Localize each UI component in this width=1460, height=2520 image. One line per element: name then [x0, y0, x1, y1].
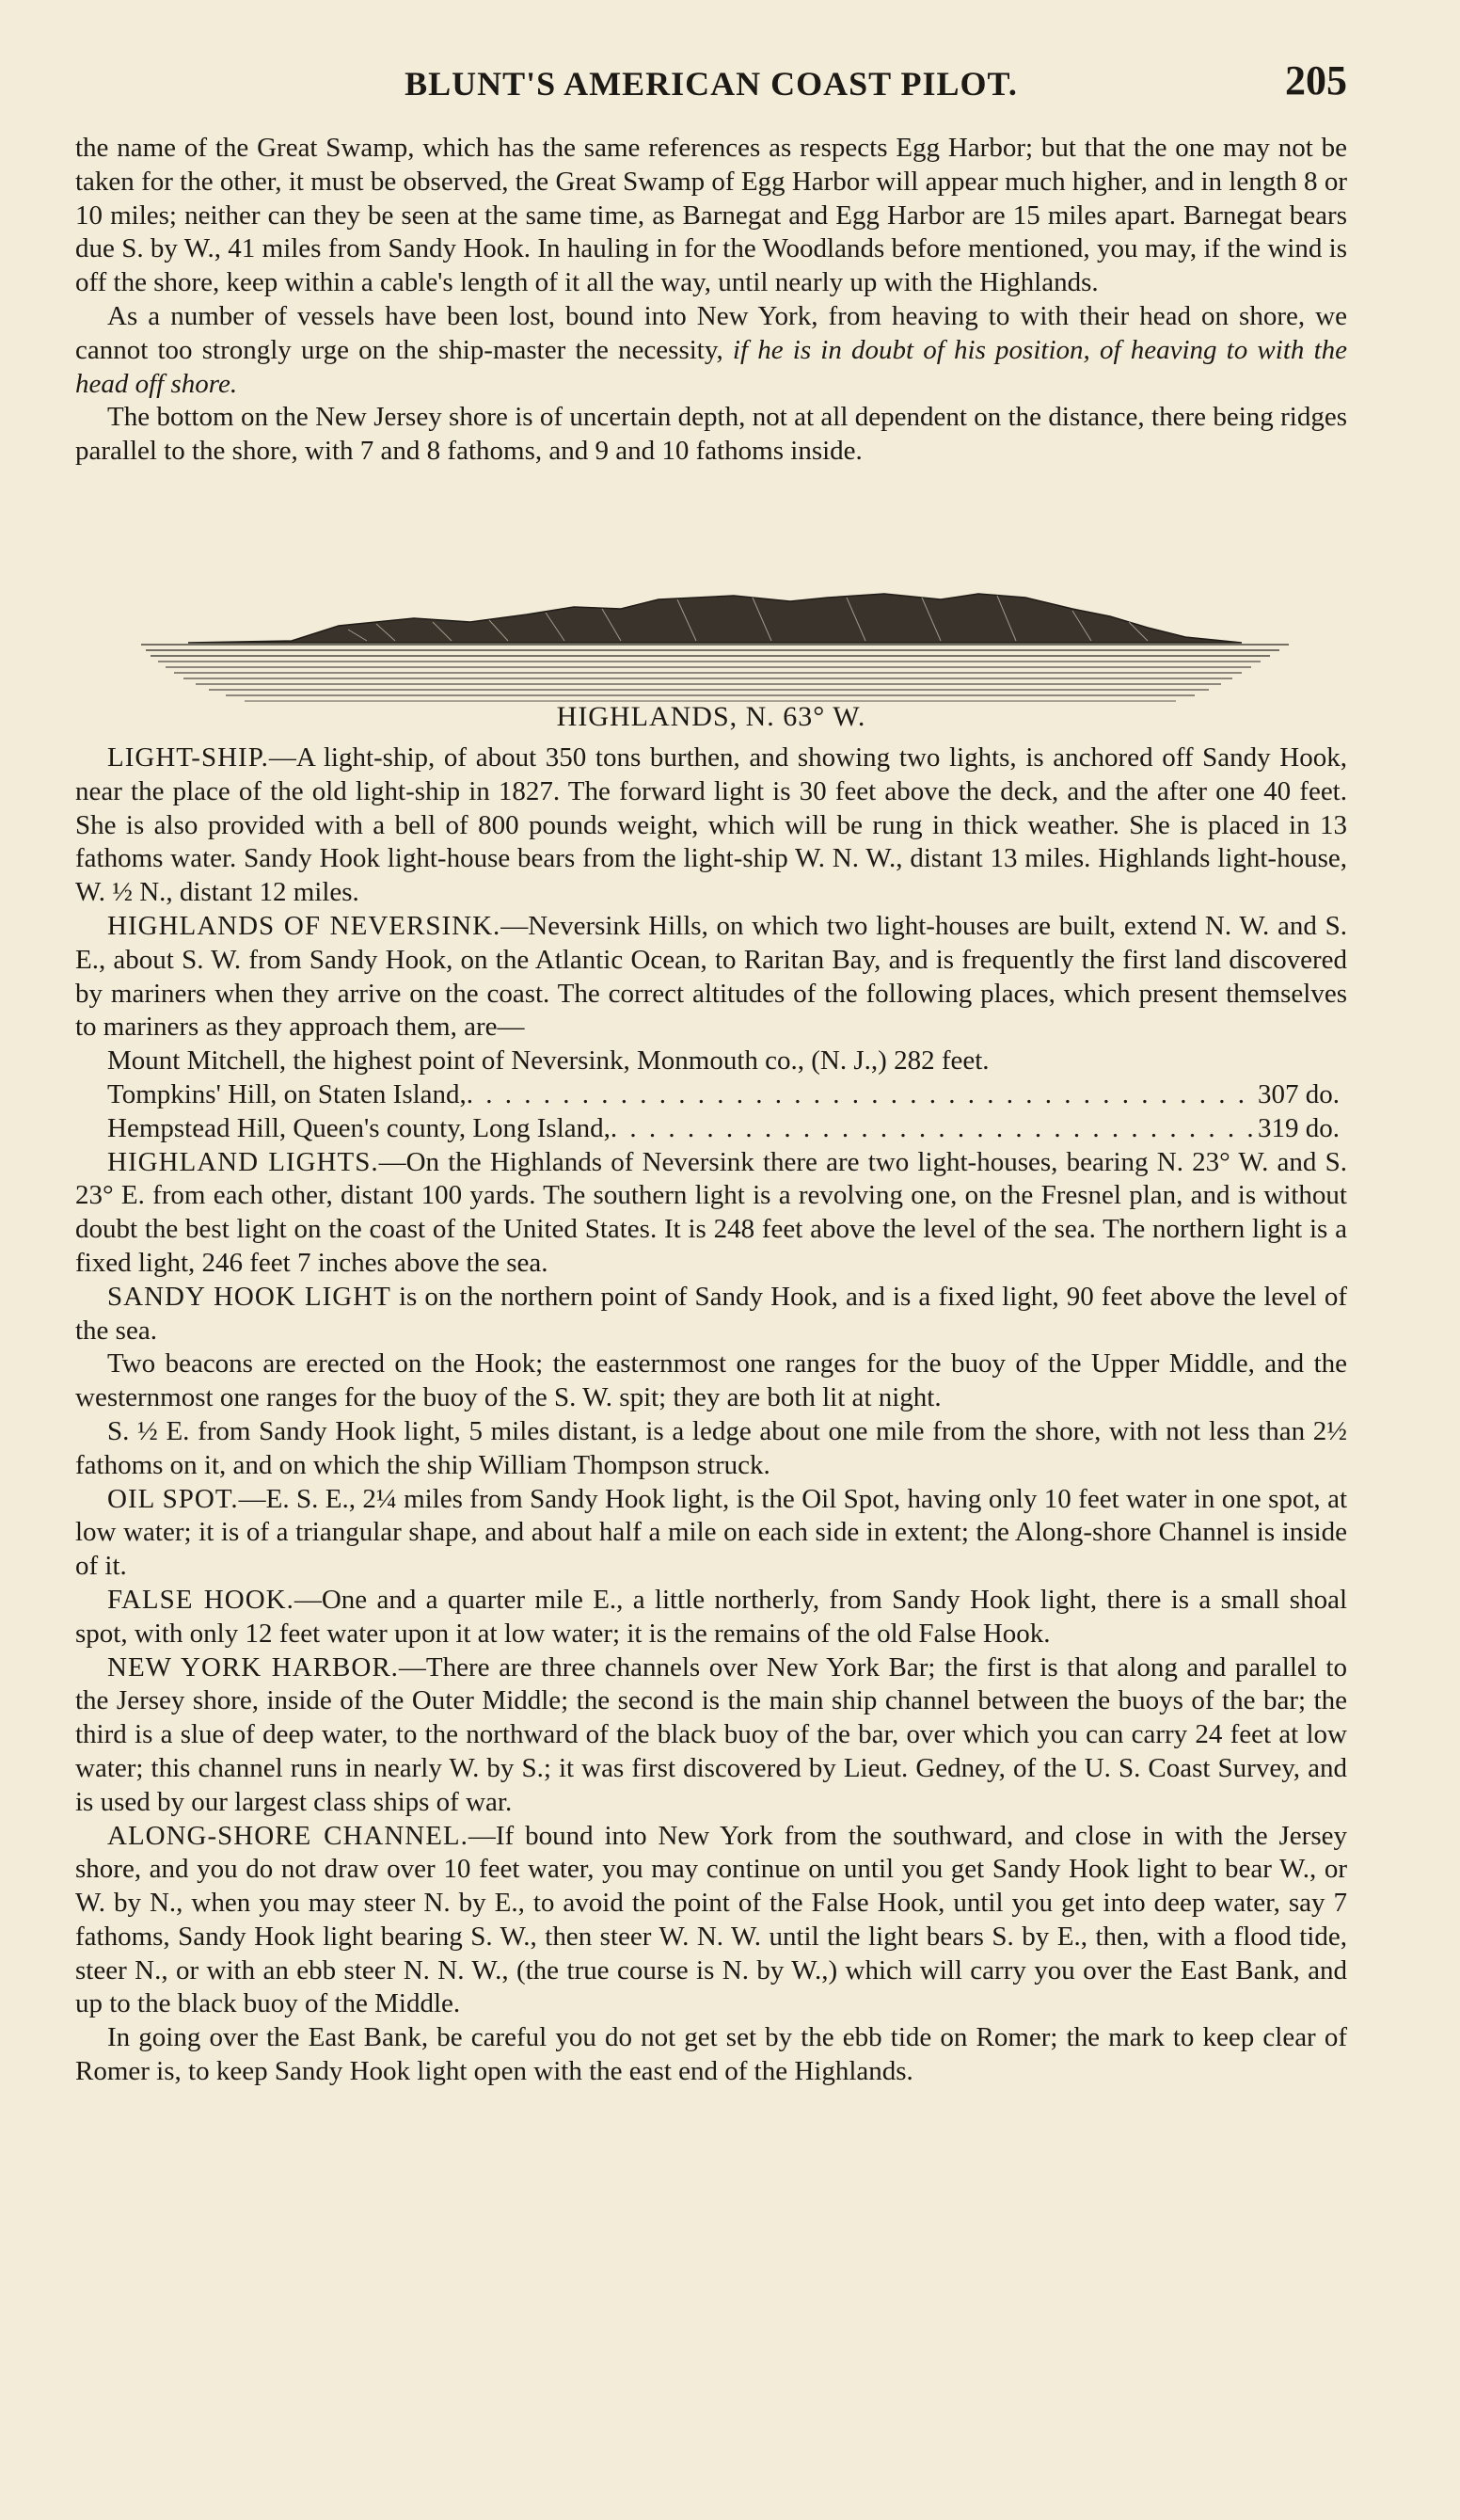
section-body: is on the northern point of Sandy Hook, and is a fixed light, 90 feet above the level of the sea. — [75, 1281, 1347, 1346]
section-false-hook — [75, 1584, 1347, 1651]
altitude-value: 319 do. — [1258, 1112, 1340, 1143]
section-light-ship — [75, 742, 1347, 910]
altitude-value: 282 feet. — [894, 1045, 990, 1077]
page-number: 205 — [1285, 57, 1347, 104]
section-sandy-hook-light — [75, 1281, 1347, 1348]
top-text-block — [75, 132, 1347, 469]
altitude-row — [75, 1045, 1347, 1078]
altitude-value: 307 do. — [1258, 1078, 1340, 1109]
section-heading: ALONG-SHORE CHANNEL. — [107, 1820, 468, 1851]
main-text-block — [75, 742, 1347, 2089]
illustration-caption: HIGHLANDS, N. 63° W. — [556, 701, 866, 732]
altitude-row — [75, 1112, 1347, 1146]
section-new-york-harbor — [75, 1651, 1347, 1820]
section-body: —Neversink Hills, on which two light-houses are built, extend N. W. and S. E., about S. W. from Sandy Hook, on the Atlantic Ocean, to Raritan Bay, and is frequently the first land discovered by mariners when they arrive on the coast. The correct altitudes of the following places, which present themselves to mariners as they approach them, are— — [75, 910, 1347, 1043]
dot-leader — [611, 1112, 1258, 1146]
section-heading: OIL SPOT. — [107, 1483, 239, 1514]
paragraph-bottom-depth: The bottom on the New Jersey shore is of uncertain depth, not at all dependent on the distance, there being ridges parallel to the shore, with 7 and 8 fathoms, and 9 and 10 fathoms inside. — [75, 402, 1347, 467]
paragraph-beacons: Two beacons are erected on the Hook; the easternmost one ranges for the buoy of the Upper Middle, and the westernmost one ranges for the buoy of the S. W. spit; they are both lit at night. — [75, 1348, 1347, 1413]
dot-leader — [467, 1078, 1258, 1112]
section-heading: FALSE HOOK. — [107, 1584, 294, 1615]
section-heading: LIGHT-SHIP. — [107, 742, 269, 773]
page-header — [75, 56, 1347, 113]
paragraph-vessels-lost — [75, 300, 1347, 401]
paragraph-east-bank: In going over the East Bank, be careful you do not get set by the ebb tide on Romer; the mark to keep clear of Romer is, to keep Sandy Hook light open with the east end of the Highlands. — [75, 2022, 1347, 2087]
section-along-shore-channel — [75, 1820, 1347, 2022]
section-body: —On the Highlands of Neversink there are two light-houses, bearing N. 23° W. and S. 23° E. from each other, distant 100 yards. The southern light is a revolving one, on the Fresnel plan, and is without doubt the best light on the coast of the United States. It is 248 feet above the level of the sea. The northern light is a fixed light, 246 feet 7 inches above the sea. — [75, 1146, 1347, 1278]
section-body: —E. S. E., 2¼ miles from Sandy Hook light, is the Oil Spot, having only 10 feet water in one spot, at low water; it is of a triangular shape, and about half a mile on each side in extent; the Along-shore Channel is inside of it. — [75, 1483, 1347, 1582]
altitude-place: Mount Mitchell, the highest point of Neversink, Monmouth co., (N. J.,) — [107, 1045, 887, 1077]
paragraph-vessels-italic: if he is in doubt of his position, of heaving to with the head off shore. — [75, 334, 1347, 399]
section-heading: SANDY HOOK LIGHT — [107, 1281, 391, 1312]
highlands-coast-illustration — [132, 588, 1298, 710]
running-title: BLUNT'S AMERICAN COAST PILOT. — [405, 65, 1018, 103]
altitude-row — [75, 1078, 1347, 1112]
section-heading: HIGHLAND LIGHTS. — [107, 1146, 379, 1177]
paragraph-vessels-text: As a number of vessels have been lost, bound into New York, from heaving to with their head on shore, we cannot too strongly urge on the ship-master the necessity, — [75, 300, 1347, 365]
section-heading: NEW YORK HARBOR. — [107, 1651, 399, 1683]
paragraph-ledge: S. ½ E. from Sandy Hook light, 5 miles distant, is a ledge about one mile from the shore, with not less than 2½ fathoms on it, and on which the ship William Thompson struck. — [75, 1415, 1347, 1480]
section-heading: HIGHLANDS OF NEVERSINK. — [107, 910, 501, 941]
section-body: —A light-ship, of about 350 tons burthen, and showing two lights, is anchored off Sandy Hook, near the place of the old light-ship in 1827. The forward light is 30 feet above the deck, and the after one 40 feet. She is also provided with a bell of 800 pounds weight, which will be rung in thick weather. She is placed in 13 fathoms water. Sandy Hook light-house bears from the light-ship W. N. W., distant 13 miles. Highlands light-house, W. ½ N., distant 12 miles. — [75, 742, 1347, 908]
paragraph-great-swamp: the name of the Great Swamp, which has the same references as respects Egg Harbor; but that the one may not be taken for the other, it must be observed, the Great Swamp of Egg Harbor will appear much higher, and in length 8 or 10 miles; neither can they be seen at the same time, as Barnegat and Egg Harbor are 15 miles apart. Barnegat bears due S. by W., 41 miles from Sandy Hook. In hauling in for the Woodlands before mentioned, you may, if the wind is off the shore, keep within a cable's length of it all the way, until nearly up with the Highlands. — [75, 133, 1347, 298]
altitude-place: Hempstead Hill, Queen's county, Long Island, — [107, 1112, 611, 1143]
section-highland-lights — [75, 1146, 1347, 1281]
section-body: —There are three channels over New York Bar; the first is that along and parallel to the Jersey shore, inside of the Outer Middle; the second is the main ship channel between the buoys of the bar; the third is a slue of deep water, to the northward of the black buoy of the bar, over which you can carry 24 feet at low water; this channel runs in nearly W. by S.; it was first discovered by Lieut. Gedney, of the U. S. Coast Survey, and is used by our largest class ships of war. — [75, 1651, 1347, 1817]
section-body: —If bound into New York from the southward, and close in with the Jersey shore, and you do not draw over 10 feet water, you may continue on until you get Sandy Hook light to bear W., or W. by N., when you may steer N. by E., to avoid the point of the False Hook, until you get into deep water, say 7 fathoms, Sandy Hook light bearing S. W., then steer W. N. W. until the light bears S. by E., then, with a flood tide, steer N., or with an ebb steer N. N. W., (the true course is N. by W.,) which will carry you over the East Bank, and up to the black buoy of the Middle. — [75, 1820, 1347, 2019]
section-oil-spot — [75, 1483, 1347, 1584]
section-highlands-of-neversink — [75, 910, 1347, 1045]
section-body: —One and a quarter mile E., a little northerly, from Sandy Hook light, there is a small shoal spot, with only 12 feet water upon it at low water; it is the remains of the old False Hook. — [75, 1584, 1347, 1649]
altitude-place: Tompkins' Hill, on Staten Island, — [107, 1078, 467, 1109]
